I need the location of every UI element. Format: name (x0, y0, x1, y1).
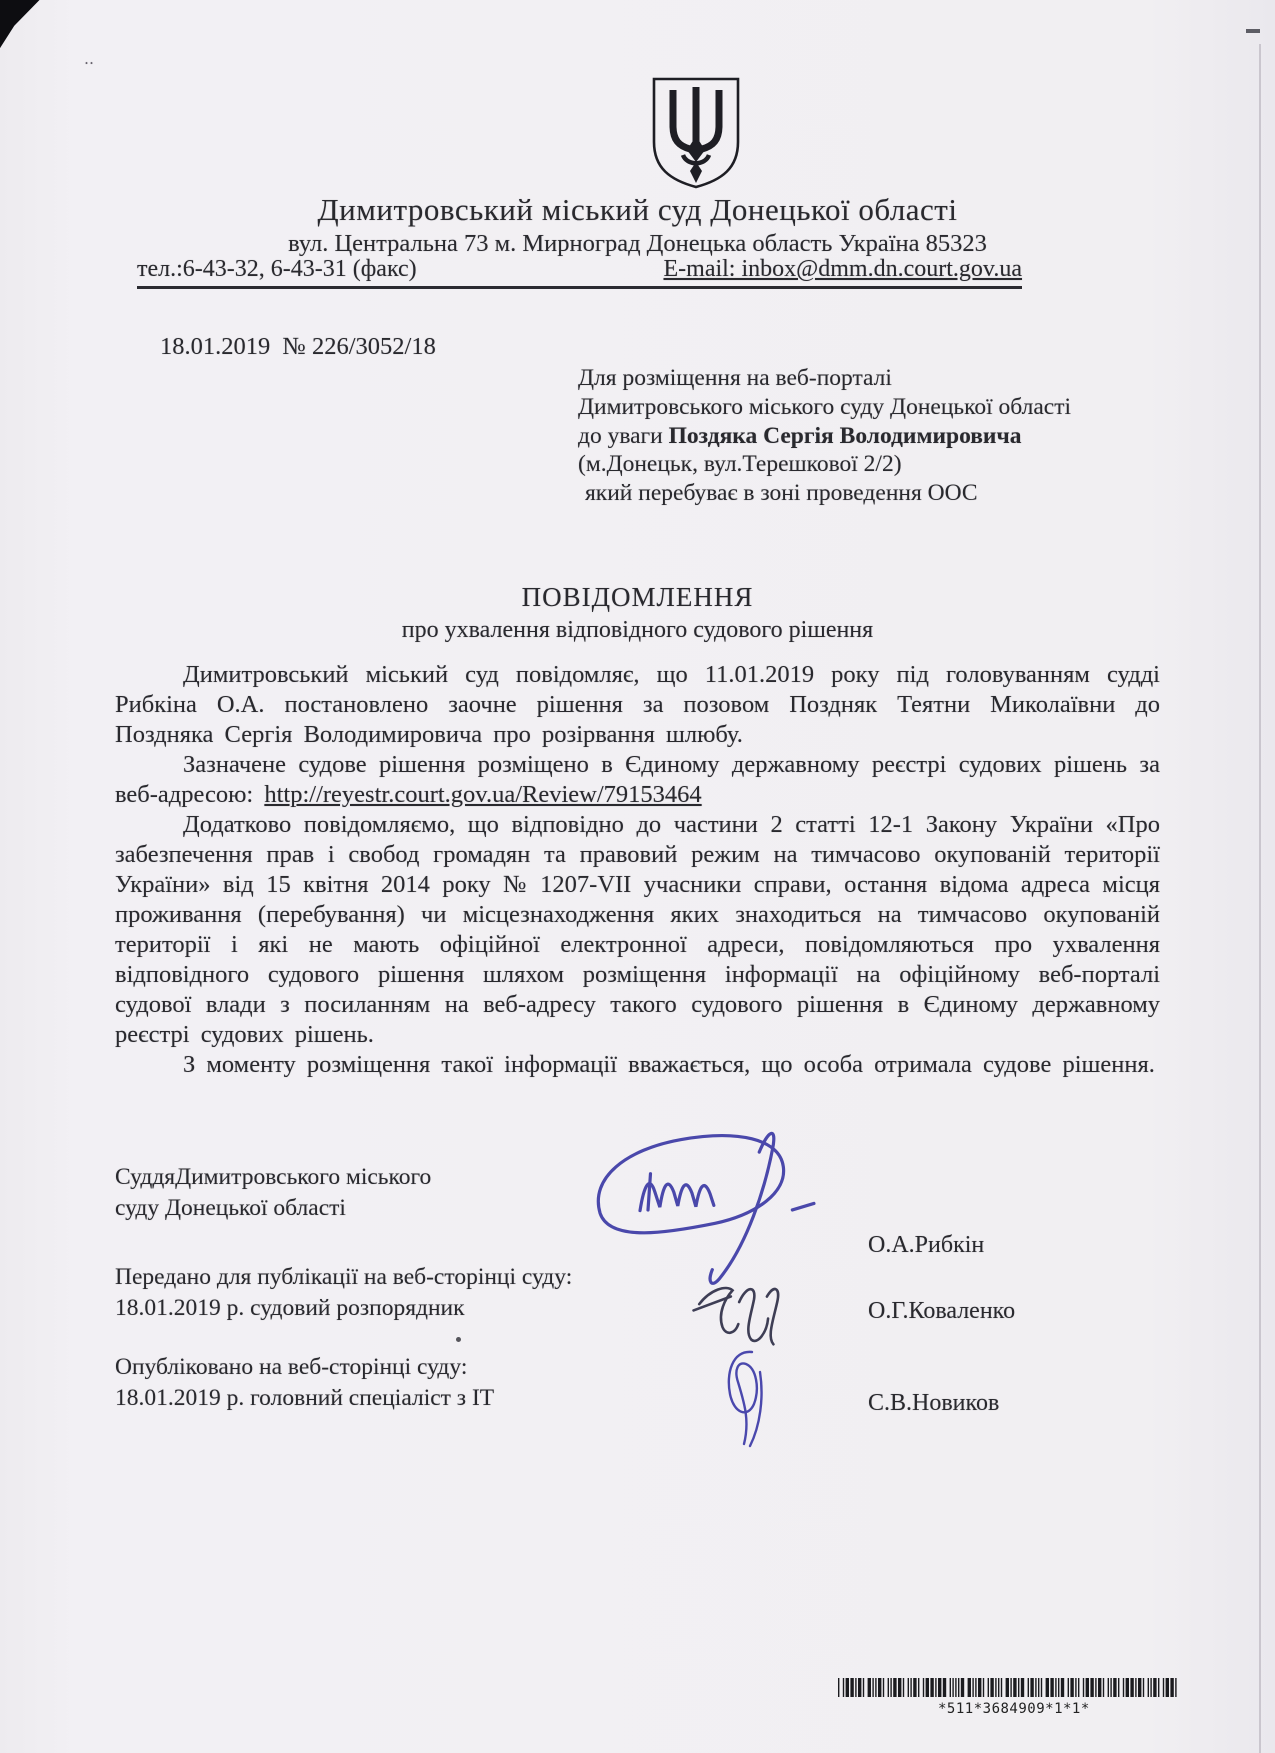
clerk-name: О.Г.Коваленко (868, 1298, 1016, 1324)
recipient-line: Димитровського міського суду Донецької області (578, 393, 1072, 420)
barcode-caption: *511*3684909*1*1* (938, 1701, 1090, 1717)
doc-subtitle: про ухвалення відповідного судового рішення (401, 617, 874, 643)
doc-body (115, 660, 1160, 1080)
header-contact-row (137, 256, 1022, 289)
scan-speck-artifact (1246, 29, 1260, 33)
paragraph-4: З моменту розміщення такої інформації вважається, що особа отримала судове рішення. (183, 1051, 1155, 1078)
recipient-attn-prefix: до уваги (578, 422, 669, 449)
clerk-role-line: Передано для публікації на веб-сторінці суду: (115, 1264, 573, 1290)
it-specialist-name: С.В.Новиков (868, 1390, 1000, 1416)
clerk-signature (686, 1275, 795, 1360)
barcode (838, 1678, 1198, 1702)
paragraph-2 (115, 750, 1160, 810)
judge-role (115, 1162, 431, 1223)
it-specialist-role (115, 1352, 494, 1413)
clerk-role (115, 1262, 572, 1323)
judge-role-line: СуддяДимитровського міського (115, 1164, 432, 1190)
court-address: вул. Центральна 73 м. Мирноград Донецька область Україна 85323 (288, 230, 987, 257)
recipient-line: Для розміщення на веб-порталі (578, 365, 892, 391)
it-role-line: Опубліковано на веб-сторінці суду: (115, 1354, 468, 1380)
it-specialist-signature (716, 1342, 774, 1455)
scan-corner-artifact (0, 0, 42, 56)
scan-edge-line (1259, 44, 1261, 1753)
judge-signature (572, 1109, 839, 1306)
court-phone: тел.:6-43-32, 6-43-31 (факс) (137, 256, 417, 282)
barcode-block (838, 1678, 1198, 1717)
doc-title: ПОВІДОМЛЕННЯ (521, 582, 754, 612)
court-email: E-mail: inbox@dmm.dn.court.gov.ua (663, 256, 1022, 282)
recipient-name: Поздяка Сергія Володимировича (668, 422, 1022, 449)
scan-dots-artifact: ‥ (84, 52, 97, 68)
recipient-note: який перебуває в зоні проведення ООС (585, 480, 978, 507)
ref-date-number: 18.01.2019 № 226/3052/18 (160, 333, 436, 360)
paragraph-1: Димитровський міський суд повідомляє, що 11.01.2019 року під головуванням судді Рибкіна О.А. постановлено заочне рішення за позовом Поздняк Теятни Миколаївни до Поздняка Сергія Володимировича про розірвання шлюбу. (115, 661, 1160, 748)
court-name: Димитровський міський суд Донецької області (317, 192, 958, 227)
judge-role-line: суду Донецької області (115, 1194, 346, 1221)
paragraph-2-text: Зазначене судове рішення розміщено в Єдиному державному реєстрі судових рішень за веб-адресою: (115, 751, 1160, 808)
recipient-address: (м.Донецьк, вул.Терешкової 2/2) (578, 451, 902, 478)
ukraine-trident-icon (650, 76, 742, 190)
recipient-block (578, 364, 1071, 508)
scan-stray-dot (456, 1337, 461, 1342)
it-role-line: 18.01.2019 р. головний спеціаліст з ІТ (115, 1384, 495, 1411)
judge-name: О.А.Рибкін (868, 1232, 985, 1258)
decision-url: http://reyestr.court.gov.ua/Review/79153464 (264, 781, 702, 808)
clerk-role-line: 18.01.2019 р. судовий розпорядник (115, 1294, 465, 1321)
paragraph-3: Додатково повідомляємо, що відповідно до частини 2 статті 12-1 Закону України «Про забезпечення прав і свобод громадян та правовий режим на тимчасово окупованій території України» від 15 квітня 2014 року № 1207-VII учасники справи, остання відома адреса місця проживання (перебування) чи місцезнаходження яких знаходиться на тимчасово окупованій території і які не мають офіційної електронної адреси, повідомляються про ухвалення відповідного судового рішення шляхом розміщення інформації на офіційному веб-порталі судової влади з посиланням на веб-адресу такого судового рішення в Єдиному державному реєстрі судових рішень. (115, 811, 1160, 1048)
recipient-line (578, 422, 1071, 451)
